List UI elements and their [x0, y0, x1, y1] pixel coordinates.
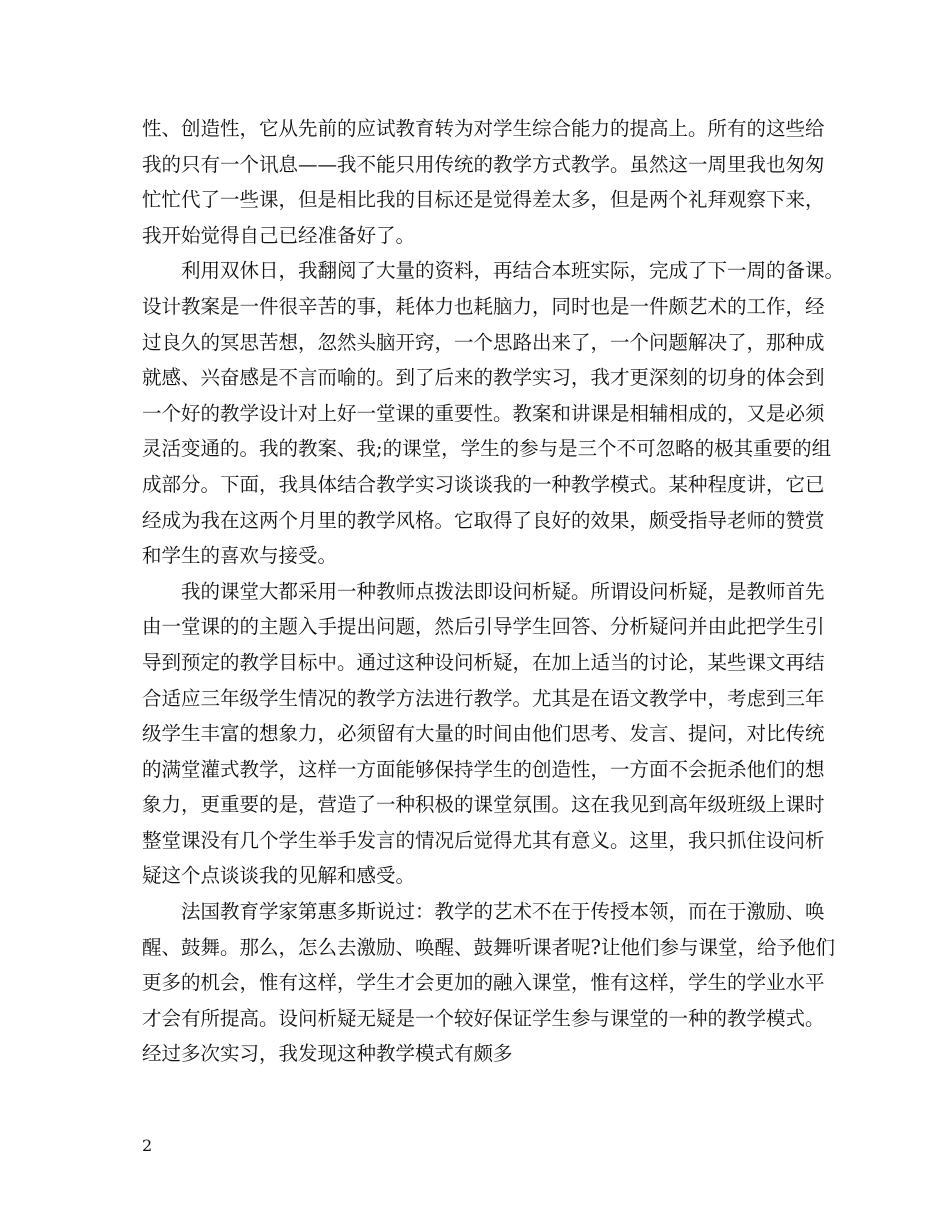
text-line: 合适应三年级学生情况的教学方法进行教学。尤其是在语文教学中，考虑到三年 — [142, 686, 825, 710]
page-number: 2 — [142, 1136, 153, 1155]
paragraph — [142, 574, 832, 894]
text-line: 利用双休日，我翻阅了大量的资料，再结合本班实际，完成了下一周的备课。 — [181, 259, 845, 283]
text-line: 象力，更重要的是，营造了一种积极的课堂氛围。这在我见到高年级班级上课时 — [142, 793, 825, 817]
text-line: 由一堂课的的主题入手提出问题，然后引导学生回答、分析疑问并由此把学生引 — [142, 615, 825, 639]
text-line: 导到预定的教学目标中。通过这种设问析疑，在加上适当的讨论，某些课文再结 — [142, 650, 825, 674]
text-line: 过良久的冥思苦想，忽然头脑开窍，一个思路出来了，一个问题解决了，那种成 — [142, 330, 825, 354]
text-line: 级学生丰富的想象力，必须留有大量的时间由他们思考、发言、提问，对比传统 — [142, 722, 825, 746]
text-line: 我的课堂大都采用一种教师点拨法即设问析疑。所谓设问析疑，是教师首先 — [181, 579, 825, 603]
text-line: 一个好的教学设计对上好一堂课的重要性。教案和讲课是相辅相成的，又是必须 — [142, 401, 825, 425]
text-line: 我开始觉得自己已经准备好了。 — [142, 223, 416, 247]
text-line: 性、创造性，它从先前的应试教育转为对学生综合能力的提高上。所有的这些给 — [142, 117, 825, 140]
paragraph — [142, 894, 835, 1072]
text-line: 设计教案是一件很辛苦的事，耗体力也耗脑力，同时也是一件颇艺术的工作，经 — [142, 294, 825, 318]
paragraph — [142, 111, 832, 253]
text-line: 经过多次实习，我发现这种教学模式有颇多 — [142, 1042, 513, 1066]
text-line: 就感、兴奋感是不言而喻的。到了后来的教学实习，我才更深刻的切身的体会到 — [142, 366, 825, 390]
text-line: 成部分。下面，我具体结合教学实习谈谈我的一种教学模式。某种程度讲，它已 — [142, 472, 825, 496]
paragraph — [142, 253, 845, 573]
document-body — [142, 111, 845, 1072]
text-line: 整堂课没有几个学生举手发言的情况后觉得尤其有意义。这里，我只抓住设问析 — [142, 828, 825, 852]
text-line: 更多的机会，惟有这样，学生才会更加的融入课堂，惟有这样，学生的学业水平 — [142, 971, 825, 995]
text-line: 法国教育学家第惠多斯说过：教学的艺术不在于传授本领，而在于激励、唤 — [181, 900, 825, 924]
text-line: 我的只有一个讯息——我不能只用传统的教学方式教学。虽然这一周里我也匆匆 — [142, 152, 825, 176]
text-line: 和学生的喜欢与接受。 — [142, 544, 338, 568]
text-line: 灵活变通的。我的教案、我;的课堂，学生的参与是三个不可忽略的极其重要的组 — [142, 437, 832, 461]
text-line: 醒、鼓舞。那么，怎么去激励、唤醒、鼓舞听课者呢?让他们参与课堂，给予他们 — [142, 935, 835, 959]
text-line: 的满堂灌式教学，这样一方面能够保持学生的创造性，一方面不会扼杀他们的想 — [142, 757, 825, 781]
text-line: 才会有所提高。设问析疑无疑是一个较好保证学生参与课堂的一种的教学模式。 — [142, 1006, 825, 1030]
text-line: 经成为我在这两个月里的教学风格。它取得了良好的效果，颇受指导老师的赞赏 — [142, 508, 825, 532]
text-line: 忙忙代了一些课，但是相比我的目标还是觉得差太多，但是两个礼拜观察下来， — [142, 188, 825, 212]
text-line: 疑这个点谈谈我的见解和感受。 — [142, 864, 416, 888]
